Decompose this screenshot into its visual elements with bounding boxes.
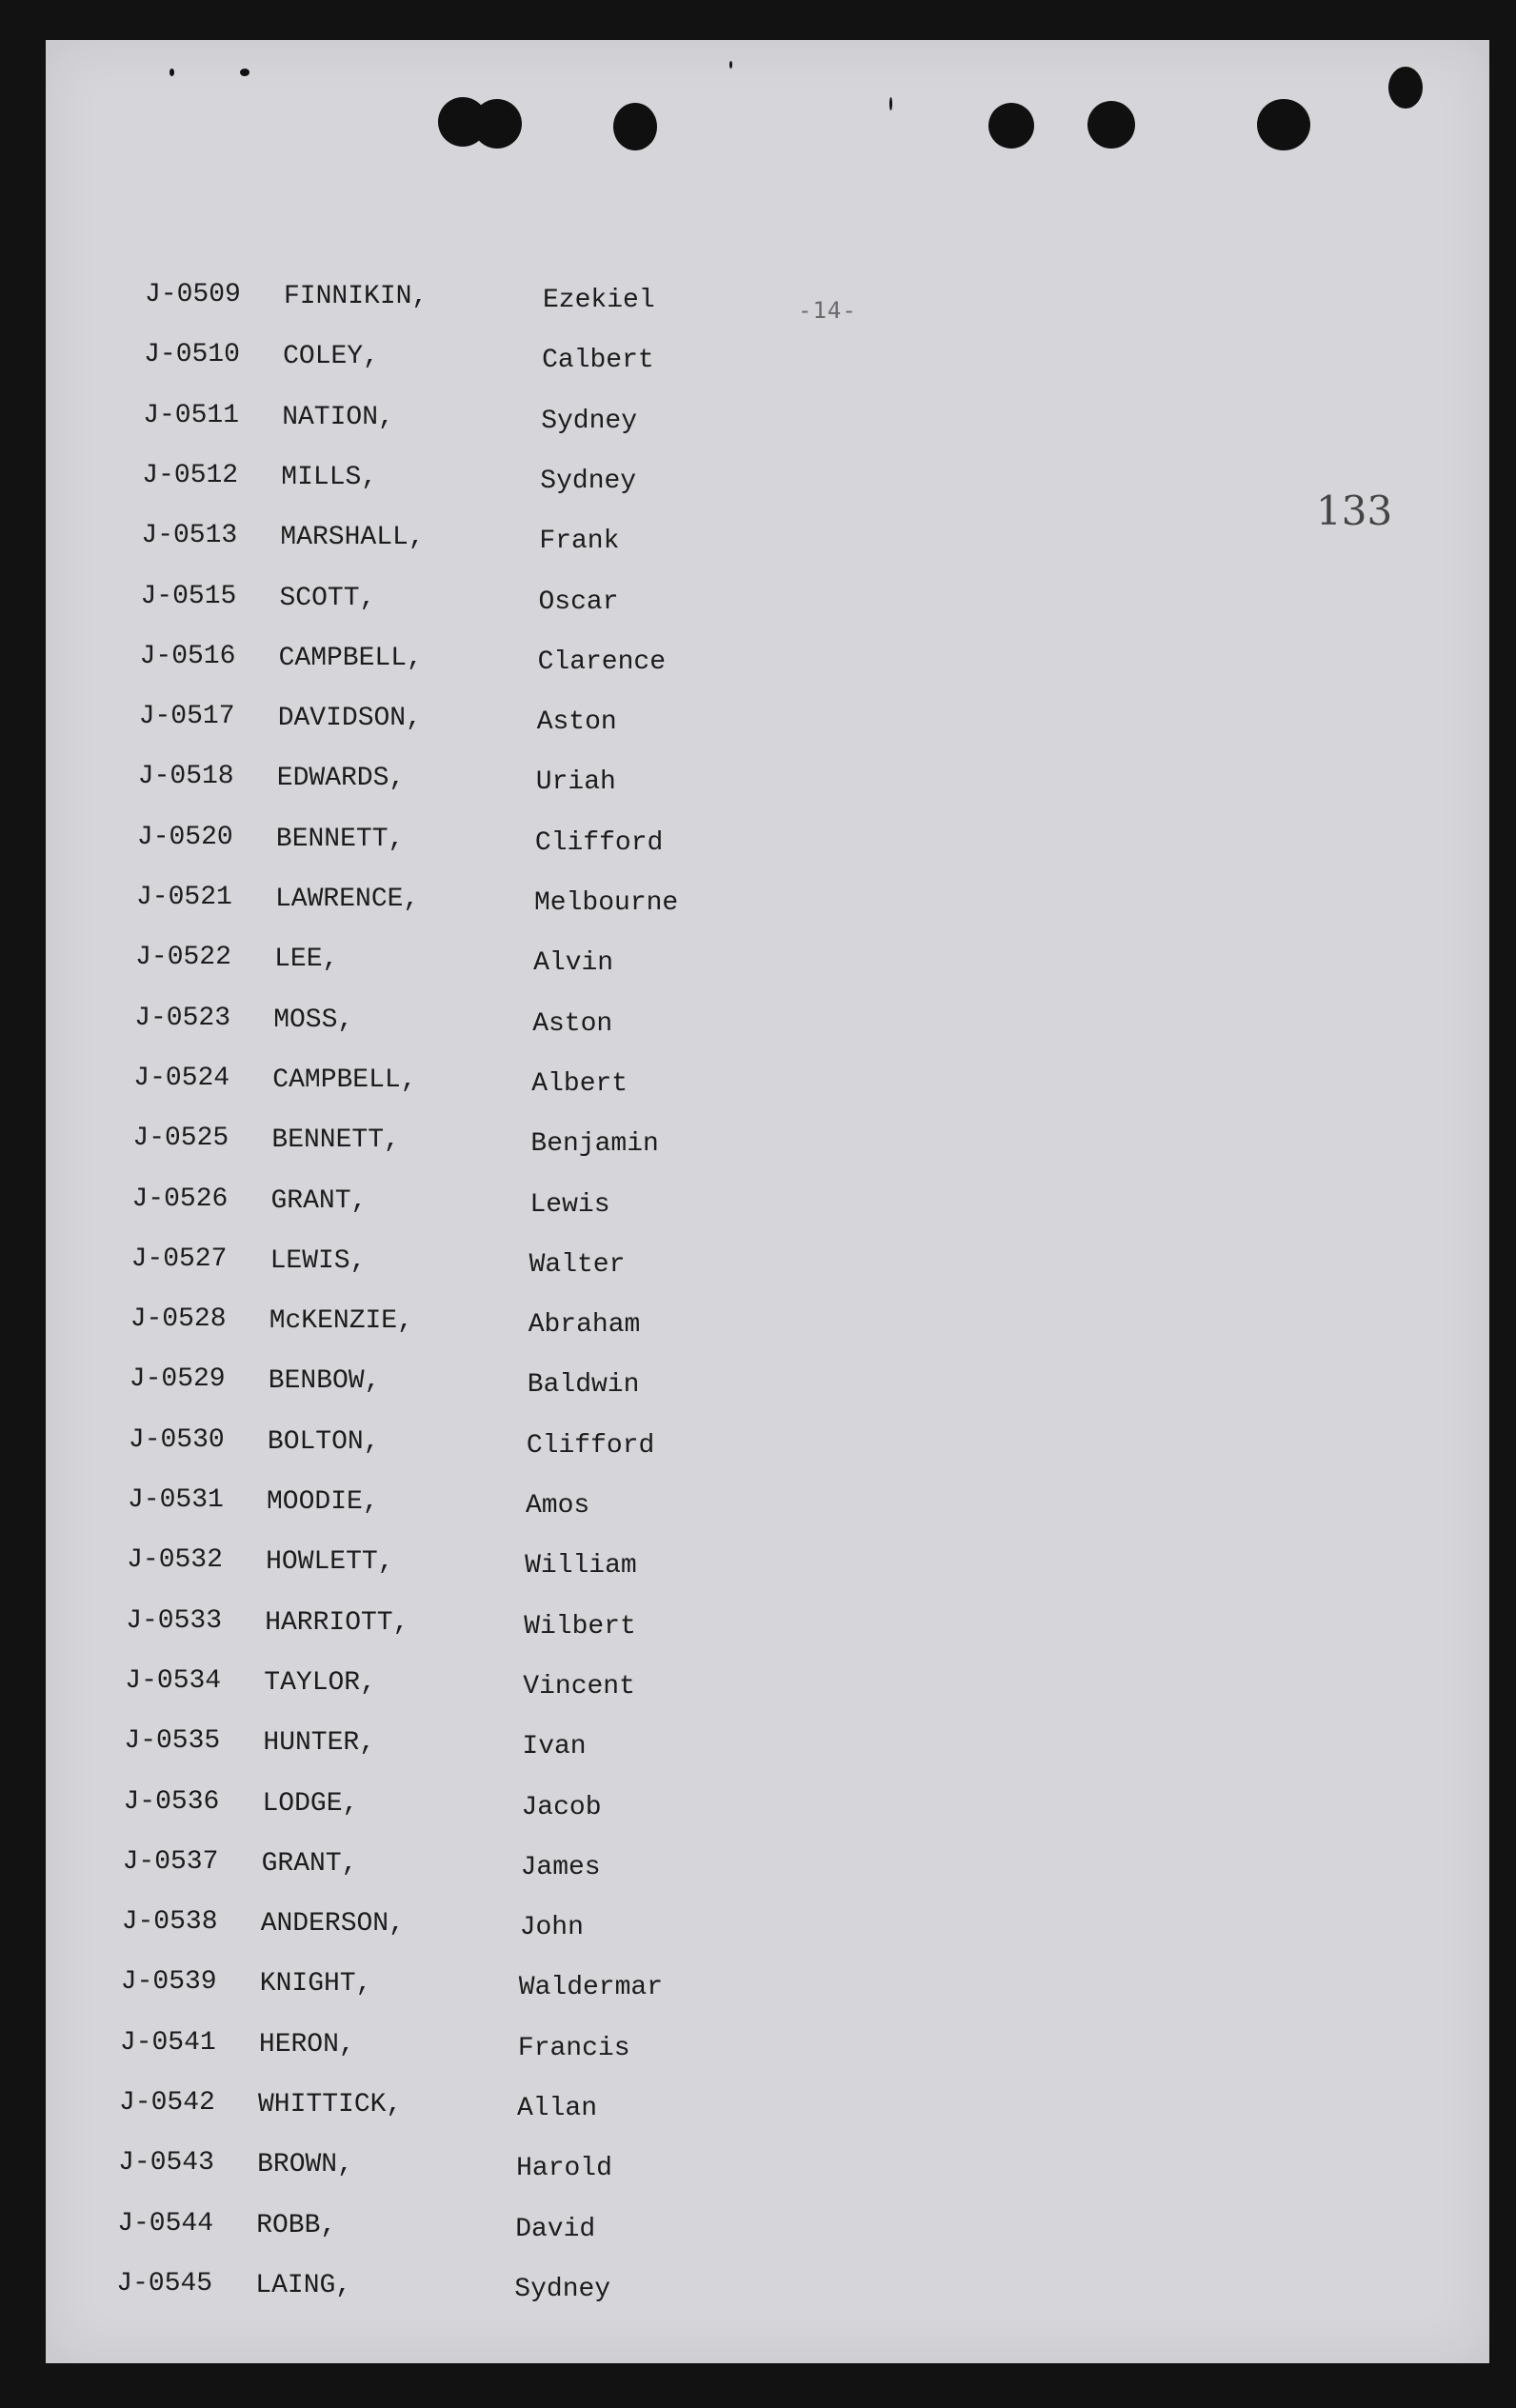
record-surname: BROWN, xyxy=(257,2150,353,2180)
record-given-name: Abraham xyxy=(528,1310,641,1341)
record-number: J-0542 xyxy=(119,2088,215,2118)
record-surname: BENNETT, xyxy=(271,1125,400,1156)
record-surname: MOSS, xyxy=(273,1005,354,1035)
record-given-name: Sydney xyxy=(540,466,637,496)
record-given-name: Alvin xyxy=(533,948,614,979)
record-given-name: Sydney xyxy=(514,2274,611,2304)
record-given-name: Clarence xyxy=(537,647,667,677)
record-surname: BENNETT, xyxy=(275,824,405,854)
record-given-name: Melbourne xyxy=(534,888,679,918)
record-surname: McKENZIE, xyxy=(269,1306,413,1337)
record-given-name: Jacob xyxy=(521,1792,602,1822)
record-given-name: Lewis xyxy=(529,1189,610,1220)
record-number: J-0545 xyxy=(116,2268,213,2299)
record-surname: MARSHALL, xyxy=(280,523,425,553)
record-number: J-0523 xyxy=(134,1003,231,1033)
record-surname: CAMPBELL, xyxy=(272,1065,417,1095)
record-given-name: David xyxy=(515,2214,596,2244)
record-given-name: William xyxy=(525,1551,637,1582)
record-given-name: Clifford xyxy=(526,1430,655,1461)
record-given-name: Aston xyxy=(536,707,617,738)
record-list xyxy=(46,40,1489,2363)
record-number: J-0538 xyxy=(121,1907,218,1938)
record-number: J-0527 xyxy=(130,1244,228,1274)
record-number: J-0539 xyxy=(120,1967,217,1998)
record-surname: ROBB, xyxy=(256,2210,337,2240)
record-number: J-0535 xyxy=(124,1726,221,1757)
record-number: J-0526 xyxy=(131,1184,229,1214)
record-surname: LAWRENCE, xyxy=(275,885,420,914)
record-given-name: John xyxy=(519,1913,584,1943)
record-given-name: Allan xyxy=(517,2094,598,2123)
record-surname: HARRIOTT, xyxy=(265,1607,409,1638)
record-surname: ANDERSON, xyxy=(260,1909,405,1940)
record-surname: HERON, xyxy=(258,2029,355,2060)
record-given-name: Amos xyxy=(526,1491,590,1521)
record-number: J-0511 xyxy=(143,400,240,430)
record-given-name: Ivan xyxy=(522,1732,587,1762)
record-number: J-0533 xyxy=(126,1605,223,1636)
record-number: J-0534 xyxy=(125,1665,222,1696)
record-given-name: Uriah xyxy=(535,767,616,798)
record-given-name: Walter xyxy=(529,1249,626,1280)
record-surname: BOLTON, xyxy=(267,1426,380,1457)
record-surname: MILLS, xyxy=(281,462,378,492)
record-given-name: Benjamin xyxy=(530,1129,659,1160)
record-given-name: Calbert xyxy=(542,346,654,376)
record-given-name: Frank xyxy=(539,527,620,557)
record-surname: DAVIDSON, xyxy=(277,704,422,734)
record-number: J-0525 xyxy=(132,1124,229,1154)
record-surname: NATION, xyxy=(282,402,394,432)
record-surname: SCOTT, xyxy=(279,583,376,613)
record-given-name: Ezekiel xyxy=(543,286,655,315)
record-given-name: Oscar xyxy=(538,587,619,617)
record-number: J-0517 xyxy=(138,702,235,732)
record-surname: EDWARDS, xyxy=(276,764,406,794)
record-number: J-0516 xyxy=(139,641,236,671)
record-surname: MOODIE, xyxy=(267,1487,379,1517)
record-number: J-0510 xyxy=(144,340,240,370)
record-number: J-0524 xyxy=(133,1063,230,1093)
record-given-name: Vincent xyxy=(523,1671,635,1702)
record-surname: KNIGHT, xyxy=(259,1969,372,2000)
record-surname: WHITTICK, xyxy=(258,2090,403,2119)
record-number: J-0528 xyxy=(130,1304,227,1335)
record-given-name: James xyxy=(520,1852,601,1882)
record-given-name: Waldermar xyxy=(518,1973,664,2003)
record-surname: COLEY, xyxy=(283,342,379,372)
record-number: J-0532 xyxy=(127,1545,223,1576)
record-surname: GRANT, xyxy=(270,1185,368,1216)
record-surname: LEE, xyxy=(274,945,339,975)
record-number: J-0521 xyxy=(136,883,232,912)
record-number: J-0518 xyxy=(137,762,234,792)
record-given-name: Francis xyxy=(517,2033,630,2063)
record-surname: GRANT, xyxy=(261,1848,358,1879)
record-given-name: Harold xyxy=(516,2154,612,2184)
record-number: J-0520 xyxy=(136,822,233,852)
record-number: J-0544 xyxy=(117,2208,214,2239)
folio-number: 133 xyxy=(1316,488,1393,534)
record-surname: HOWLETT, xyxy=(266,1547,394,1578)
record-number: J-0522 xyxy=(135,943,231,973)
record-surname: CAMPBELL, xyxy=(278,643,423,673)
record-given-name: Clifford xyxy=(534,827,664,858)
record-number: J-0537 xyxy=(122,1846,219,1877)
record-surname: BENBOW, xyxy=(268,1366,381,1397)
record-surname: LODGE, xyxy=(262,1788,359,1819)
record-number: J-0531 xyxy=(128,1485,224,1515)
record-surname: TAYLOR, xyxy=(264,1667,376,1698)
record-number: J-0536 xyxy=(123,1786,220,1817)
record-given-name: Sydney xyxy=(541,406,638,436)
record-surname: HUNTER, xyxy=(263,1728,376,1759)
record-number: J-0515 xyxy=(140,581,237,611)
page-marker: -14- xyxy=(798,297,857,324)
record-number: J-0512 xyxy=(142,460,239,490)
record-number: J-0513 xyxy=(141,521,238,551)
record-number: J-0529 xyxy=(129,1364,226,1395)
record-given-name: Aston xyxy=(532,1008,613,1039)
record-given-name: Albert xyxy=(531,1068,628,1099)
record-number: J-0543 xyxy=(118,2148,214,2179)
record-surname: LAING, xyxy=(255,2270,352,2300)
record-given-name: Baldwin xyxy=(527,1370,640,1401)
document-page xyxy=(46,40,1489,2363)
record-number: J-0530 xyxy=(128,1424,225,1455)
record-given-name: Wilbert xyxy=(524,1611,636,1642)
record-number: J-0509 xyxy=(145,280,241,309)
record-surname: LEWIS, xyxy=(269,1245,367,1276)
record-number: J-0541 xyxy=(119,2027,216,2058)
record-surname: FINNIKIN, xyxy=(284,282,429,311)
